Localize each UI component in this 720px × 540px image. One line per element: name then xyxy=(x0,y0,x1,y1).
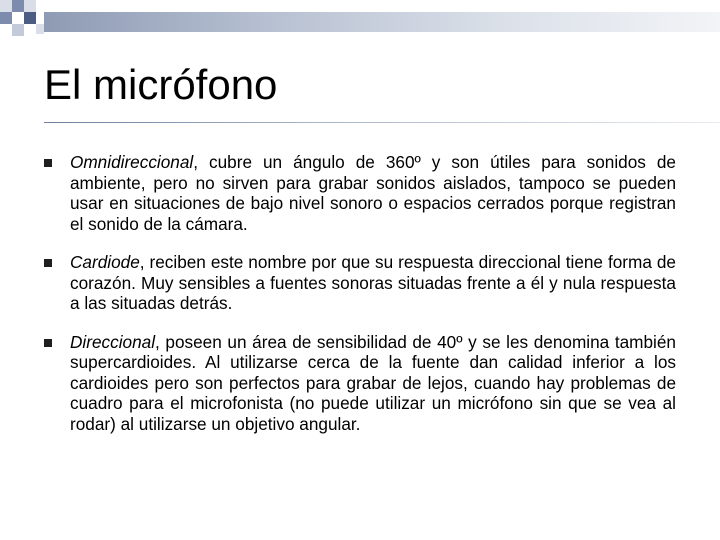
deco-square-8 xyxy=(24,24,36,36)
bullet-item-cardiode xyxy=(44,252,676,314)
bullet-term: Direccional xyxy=(70,331,156,352)
bullet-text xyxy=(70,332,676,435)
bullet-square-icon xyxy=(44,332,70,347)
slide-title: El micrófono xyxy=(44,61,278,108)
bullet-term: Omnidireccional xyxy=(70,152,194,172)
bullet-square-icon xyxy=(44,152,70,167)
deco-square-2 xyxy=(12,0,24,12)
deco-square-4 xyxy=(0,12,12,24)
deco-square-3 xyxy=(24,0,36,12)
bullet-body: , reciben este nombre por que su respuesta direccional tiene forma de corazón. Muy sensibles a fuentes sonoras situadas frente a él y nula respuesta a las situadas detrás. xyxy=(70,252,676,313)
deco-square-7 xyxy=(12,24,24,36)
deco-square-6 xyxy=(24,12,36,24)
bullet-body: , cubre un ángulo de 360º y son útiles para sonidos de ambiente, pero no sirven para grabar sonidos aislados, tampoco se pueden usar en situaciones de bajo nivel sonoro o espacios cerrados porque registran el sonido de la cámara. xyxy=(70,152,676,234)
deco-square-1 xyxy=(0,0,12,12)
deco-square-9 xyxy=(36,24,44,34)
bullet-list xyxy=(44,152,676,452)
bullet-item-direccional xyxy=(44,332,676,435)
deco-square-5 xyxy=(12,12,24,24)
bullet-term: Cardiode xyxy=(70,252,140,272)
top-gradient-band xyxy=(44,12,720,32)
bullet-body: , poseen un área de sensibilidad de 40º y se les denomina también supercardioides. Al utilizarse cerca de la fuente dan calidad inferior a los cardioides pero son perfectos para grabar de lejos, cuando hay problemas de cuadro para el microfonista (no puede utilizar un micrófono sin que se vea al rodar) al utilizarse un objetivo angular. xyxy=(70,331,676,434)
bullet-item-omnidireccional xyxy=(44,152,676,234)
bullet-square-icon xyxy=(44,252,70,267)
bullet-text xyxy=(70,152,676,234)
title-underline xyxy=(44,122,720,123)
bullet-text xyxy=(70,252,676,314)
